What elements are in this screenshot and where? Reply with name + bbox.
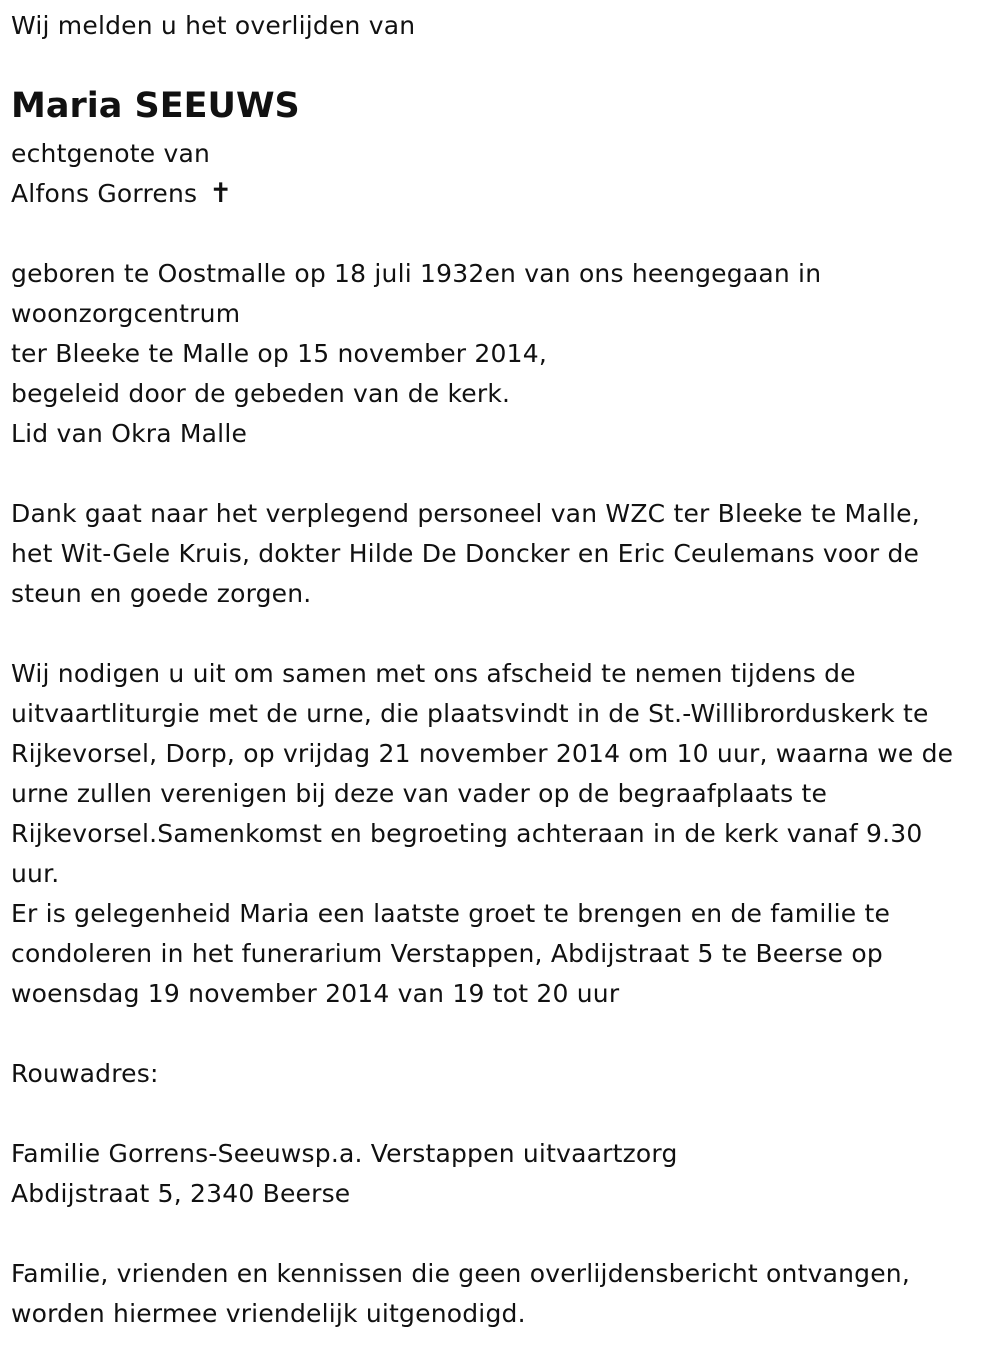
birth-death-line: Lid van Okra Malle: [11, 419, 248, 448]
closing-line: Familie, vrienden en kennissen die geen overlijdensbericht ontvangen,: [11, 1259, 910, 1288]
closing-line: worden hiermee vriendelijk uitgenodigd.: [11, 1299, 526, 1328]
funeral-line: Rijkevorsel, Dorp, op vrijdag 21 november 2014 om 10 uur, waarna we de: [11, 739, 954, 768]
address-line: Familie Gorrens-Seeuwsp.a. Verstappen uitvaartzorg: [11, 1139, 678, 1168]
thanks-line: Dank gaat naar het verplegend personeel van WZC ter Bleeke te Malle,: [11, 499, 920, 528]
thanks-line: steun en goede zorgen.: [11, 579, 312, 608]
funeral-line: Rijkevorsel.Samenkomst en begroeting achteraan in de kerk vanaf 9.30: [11, 819, 923, 848]
address-label: Rouwadres:: [11, 1059, 159, 1088]
funeral-line: Wij nodigen u uit om samen met ons afscheid te nemen tijdens de: [11, 659, 856, 688]
thanks-line: het Wit-Gele Kruis, dokter Hilde De Doncker en Eric Ceulemans voor de: [11, 539, 920, 568]
birth-death-line: woonzorgcentrum: [11, 299, 241, 328]
birth-death-line: begeleid door de gebeden van de kerk.: [11, 379, 511, 408]
birth-death-line: geboren te Oostmalle op 18 juli 1932en van ons heengegaan in: [11, 259, 822, 288]
funeral-line: condoleren in het funerarium Verstappen, Abdijstraat 5 te Beerse op: [11, 939, 883, 968]
funeral-line: uur.: [11, 859, 60, 888]
spouse-name: Alfons Gorrens: [11, 179, 198, 208]
funeral-line: woensdag 19 november 2014 van 19 tot 20 uur: [11, 979, 620, 1008]
deceased-name: Maria SEEUWS: [11, 86, 300, 126]
birth-death-line: ter Bleeke te Malle op 15 november 2014,: [11, 339, 548, 368]
intro-text: Wij melden u het overlijden van: [11, 11, 416, 40]
funeral-line: Er is gelegenheid Maria een laatste groet te brengen en de familie te: [11, 899, 891, 928]
funeral-line: uitvaartliturgie met de urne, die plaatsvindt in de St.-Willibrorduskerk te: [11, 699, 929, 728]
relation-text: echtgenote van: [11, 139, 211, 168]
spouse-line: [11, 174, 232, 214]
funeral-line: urne zullen verenigen bij deze van vader op de begraafplaats te: [11, 779, 828, 808]
address-line: Abdijstraat 5, 2340 Beerse: [11, 1179, 351, 1208]
cross-icon: ✝: [209, 178, 233, 209]
